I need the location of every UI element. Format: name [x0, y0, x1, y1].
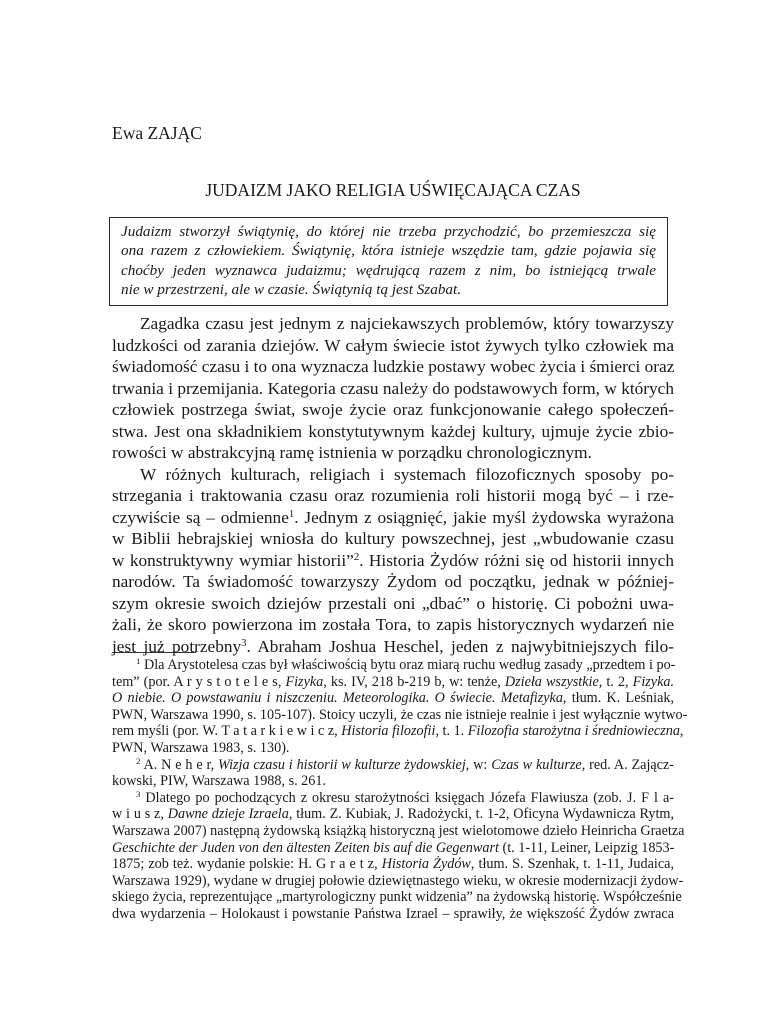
body-line: [112, 550, 674, 572]
fn-work-title: Wizja czasu i historii w kulturze żydowskiej: [218, 756, 466, 773]
fn-author: N e h e r: [161, 756, 211, 773]
body-line: trwania i przemijania. Kategoria czasu należy do podstawowych form, w których: [112, 378, 674, 398]
footnote-1-line: PWN, Warszawa 1990, s. 105-107). Stoicy uczyli, że czas nie istnieje realnie i jest wyłącznie wytwo-: [112, 706, 688, 723]
fn-text: , red. A. Zającz-: [581, 756, 674, 773]
body-line: świadomość czasu i to ona wyznacza ludzkie postawy wobec życia i śmierci oraz: [112, 357, 675, 376]
fn-work-title: Historia Żydów: [381, 856, 471, 873]
body-line: żali, że skoro powierzona im została Tora, to zapis historycznych wydarzeń nie: [112, 615, 674, 634]
body-line: rowości w abstrakcyjną ramę istnienia w porządku chronologicznym.: [112, 443, 592, 462]
body-line: W różnych kulturach, religiach i systemach filozoficznych sposoby po-: [140, 464, 674, 484]
fn-author: A r y s t o t e l e s: [173, 673, 278, 690]
fn-text: (t. 1-11, Leiner, Leipzig 1853-: [498, 839, 675, 856]
body-line-segment: czywiście są – odmienne: [112, 507, 289, 527]
footnote-3-line: [112, 790, 674, 807]
body-line: [112, 636, 674, 658]
footnote-ref-3[interactable]: 3: [241, 636, 247, 649]
footnote-separator: [112, 652, 196, 653]
body-line-segment: w konstruktywny wymiar historii”: [112, 550, 354, 570]
body-line: ludzkości od zarania dziejów. W całym świecie istot żywych tylko człowiek ma: [112, 335, 674, 355]
footnote-1-line: [112, 690, 674, 707]
article-title: JUDAIZM JAKO RELIGIA UŚWIĘCAJĄCA CZAS: [205, 180, 581, 200]
fn-work-title: Historia filozofii: [341, 723, 436, 740]
fn-text: ,: [374, 856, 382, 873]
body-line: Zagadka czasu jest jednym z najciekawszych problemów, który towarzyszy: [140, 314, 674, 333]
body-text: [112, 313, 674, 657]
footnotes: [112, 656, 688, 923]
fn-work-title: Dzieła wszystkie: [504, 673, 599, 690]
body-line: w Biblii hebrajskiej wniosła do kultury powszechnej, jest „wbudowanie czasu: [112, 529, 674, 548]
fn-text: , tłum. Z. Kubiak, J. Radożycki, t. 1-2, Oficyna Wydawnicza Rytm,: [288, 806, 674, 823]
footnote-3-line: [112, 840, 674, 857]
fn-author: W. T a t a r k i e w i c z: [202, 723, 335, 740]
motto-line: choćby jeden wyznawca judaizmu; wędrującą razem z nim, bo istniejącą trwale: [121, 261, 656, 279]
footnote-2-line: kowski, PIW, Warszawa 1988, s. 261.: [112, 773, 327, 790]
fn-work-title: Filozofia starożytna i średniowieczna: [467, 723, 680, 740]
fn-text: Dlatego po pochodzących z okresu starożytności księgach Józefa Flawiusza (zob. J. F l a-: [140, 789, 674, 806]
footnote-number: 3: [136, 788, 141, 799]
motto-box: [109, 217, 668, 306]
motto-line: ona razem z człowiekiem. Świątynię, która istnieje wszędzie tam, gdzie pojawia się: [121, 242, 656, 260]
body-line: strzegania i traktowania czasu oraz rozumienia roli historii mogą być – i rze-: [112, 486, 674, 505]
footnote-3-line: [112, 806, 674, 823]
footnote-3-line: Warszawa 2007) następną żydowską książką historyczną jest wielotomowe dzieło Heinricha Graetza: [112, 822, 685, 839]
footnote-number: 1: [136, 656, 141, 667]
fn-text: ,: [210, 756, 219, 773]
fn-work-title: Dawne dzieje Izraela: [167, 806, 289, 823]
fn-work-title: Fizyka.: [632, 673, 675, 690]
footnote-number: 2: [136, 755, 141, 766]
fn-author: H. G r a e t z: [298, 856, 375, 873]
motto-line: nie w przestrzeni, ale w czasie. Świątynią tą jest Szabat.: [121, 281, 462, 299]
footnote-3-line: [112, 856, 674, 873]
body-line-segment: . Jednym z osiągnięć, jakie myśl żydowska wyrażona: [294, 507, 674, 527]
fn-text: , ks. IV, 218 b-219 b, w: tenże,: [323, 673, 505, 690]
body-line: narodów. Ta świadomość towarzyszy Żydom od początku, jednak w później-: [112, 572, 674, 591]
footnote-1-line: [112, 723, 684, 740]
footnote-2-line: [112, 757, 674, 774]
footnote-1-line: PWN, Warszawa 1983, s. 130).: [112, 739, 290, 756]
fn-text: , tłum. K. Leśniak,: [562, 690, 675, 707]
footnote-1-line: [112, 674, 674, 691]
fn-work-title: Czas w kulturze: [491, 756, 582, 773]
fn-text: , tłum. S. Szenhak, t. 1-11, Judaica,: [470, 856, 674, 873]
fn-text: , w:: [465, 756, 492, 773]
fn-work-title: O niebie. O powstawaniu i niszczeniu. Meteorologika. O świecie. Metafizyka: [112, 690, 563, 707]
footnote-ref-1[interactable]: 1: [288, 507, 295, 520]
fn-text: ,: [679, 723, 684, 740]
body-line: człowiek postrzega świat, swoje życie oraz funkcjonowanie całego społeczeń-: [112, 400, 674, 419]
fn-text: A.: [140, 756, 162, 773]
fn-text: ,: [160, 806, 168, 823]
fn-text: ,: [334, 723, 342, 740]
fn-author: w i u s z: [112, 806, 161, 823]
footnote-3-line: dwa wydarzenia – Holokaust i powstanie Państwa Izrael – sprawiły, że większość Żydów zwraca: [112, 905, 674, 922]
footnote-3-line: skiego życia, reprezentujące „martyrologiczny punkt widzenia” na żydowską historię. Współcześnie: [112, 889, 682, 906]
fn-text: ,: [277, 673, 286, 690]
body-line-segment: . Historia Żydów różni się od historii innych: [359, 550, 674, 570]
fn-work-title: Geschichte der Juden von den ältesten Zeiten bis auf die Gegenwart: [112, 839, 499, 856]
motto-line: Judaizm stworzył świątynię, do której nie trzeba przychodzić, bo przemieszcza się: [121, 223, 656, 240]
body-line: [112, 507, 674, 529]
fn-text: , t. 1.: [435, 723, 468, 740]
fn-work-title: Fizyka: [285, 673, 324, 690]
body-line-segment: jest już potrzebny: [112, 636, 242, 656]
footnote-ref-2[interactable]: 2: [353, 550, 360, 563]
author-name: Ewa ZAJĄC: [112, 123, 202, 143]
fn-text: , t. 2,: [598, 673, 633, 690]
fn-text: tem” (por.: [112, 673, 174, 690]
fn-text: Dla Arystotelesa czas był właściwością bytu oraz miarą ruchu według zasady „przedtem i po-: [140, 657, 676, 673]
footnote-3-line: Warszawa 1929), wydane w drugiej połowie dziewiętnastego wieku, w okresie modernizacji żydow-: [112, 872, 684, 889]
body-line: stwa. Jest ona składnikiem konstytutywnym każdej kultury, ujmuje życie zbio-: [112, 421, 674, 441]
footnote-1-line: [112, 657, 674, 674]
body-line-segment: . Abraham Joshua Heschel, jeden z najwybitniejszych filo-: [246, 636, 674, 656]
fn-text: 1875; zob też. wydanie polskie:: [112, 856, 299, 873]
body-line: szym okresie swoich dziejów przestali oni „dbać” o historię. Ci pobożni uwa-: [112, 593, 674, 613]
fn-text: rem myśli (por.: [112, 723, 203, 740]
